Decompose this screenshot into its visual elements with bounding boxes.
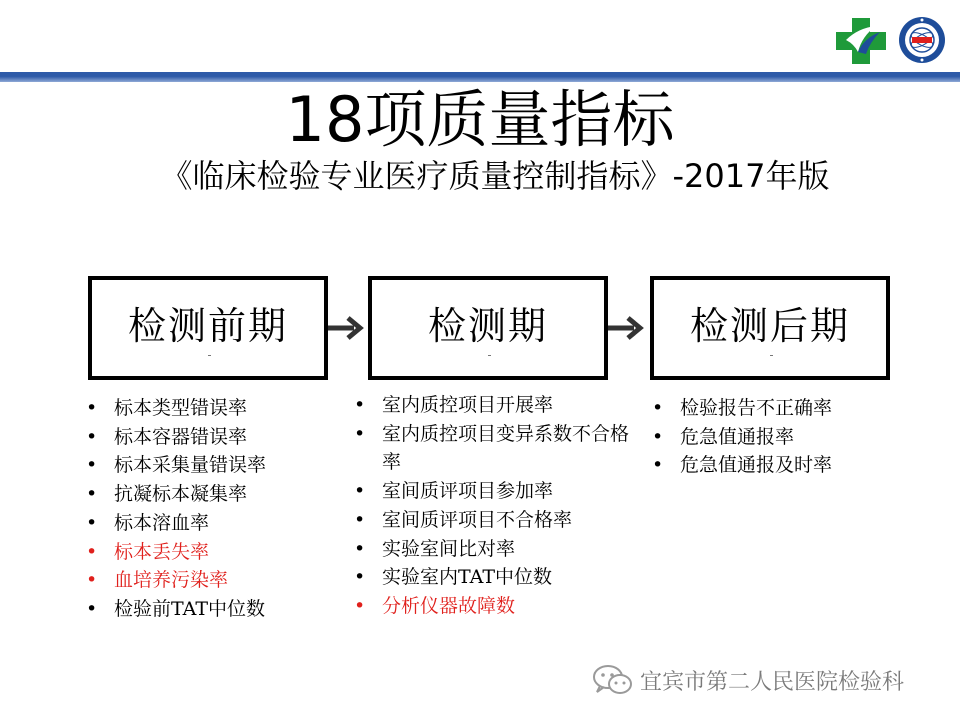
indicator-item: • 室间质评项目不合格率	[354, 506, 629, 535]
indicator-item: • 标本丢失率	[86, 538, 336, 567]
indicator-item: • 标本溶血率	[86, 509, 336, 538]
indicator-item: • 危急值通报及时率	[652, 451, 857, 480]
watermark	[592, 662, 904, 698]
stage-label: 检测后期	[689, 304, 850, 348]
indicator-item: • 抗凝标本凝集率	[86, 480, 336, 509]
university-seal-logo	[898, 16, 946, 64]
indicator-item: • 实验室间比对率	[354, 535, 629, 564]
indicator-item: • 危急值通报率	[652, 423, 857, 452]
indicator-item: • 标本类型错误率	[86, 394, 336, 423]
stage-box-post-analytical	[650, 276, 890, 380]
indicator-item: • 血培养污染率	[86, 566, 336, 595]
indicator-item: • 检验报告不正确率	[652, 394, 857, 423]
stage-label: 检测期	[427, 304, 548, 348]
indicator-list-pre-analytical	[86, 394, 336, 624]
slide-title: 18项质量指标	[285, 83, 675, 156]
header-bar	[0, 72, 960, 82]
slide-subtitle: 《临床检验专业医疗质量控制指标》-2017年版	[160, 157, 830, 195]
indicator-item: • 标本采集量错误率	[86, 451, 336, 480]
indicator-list-analytical	[354, 391, 629, 621]
indicator-item: • 室间质评项目参加率	[354, 477, 629, 506]
watermark-text: 宜宾市第二人民医院检验科	[640, 669, 905, 695]
arrow-right-icon	[608, 314, 648, 342]
indicator-item: • 实验室内TAT中位数	[354, 563, 629, 592]
indicator-list-post-analytical	[652, 394, 857, 480]
indicator-item: • 检验前TAT中位数	[86, 595, 336, 624]
stage-box-analytical	[368, 276, 608, 380]
stage-label: 检测前期	[127, 304, 288, 348]
indicator-item: • 室内质控项目变异系数不合格率	[354, 420, 629, 477]
indicator-item: • 分析仪器故障数	[354, 592, 629, 621]
indicator-item: • 室内质控项目开展率	[354, 391, 629, 420]
hospital-cross-logo	[836, 18, 886, 64]
arrow-right-icon	[328, 314, 368, 342]
stage-box-pre-analytical	[88, 276, 328, 380]
indicator-item: • 标本容器错误率	[86, 423, 336, 452]
wechat-icon	[592, 664, 634, 696]
